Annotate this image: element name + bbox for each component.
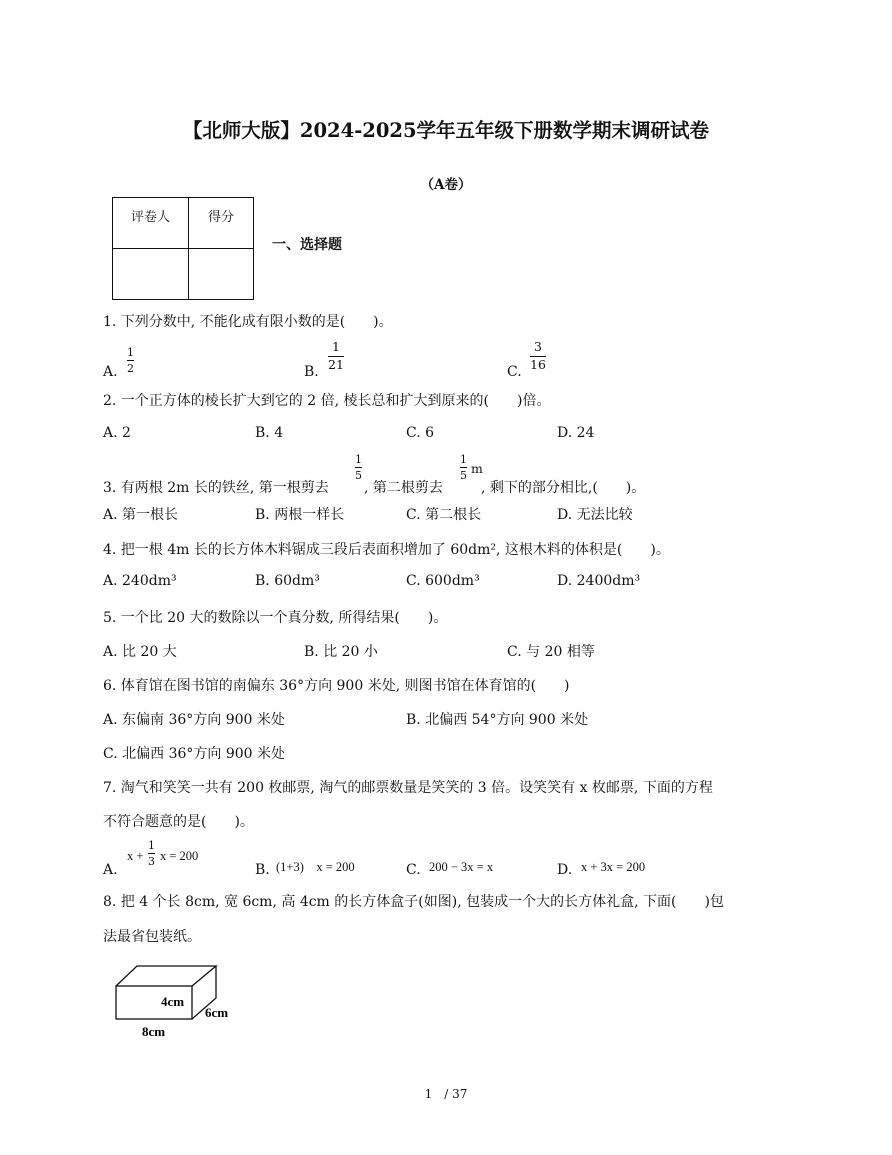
q2-option-d: D. 24 [557,425,595,441]
page-number: 1 / 37 [424,1087,468,1101]
q6-option-a: A. 东偏南 36°方向 900 米处 [103,712,285,728]
question-8-stem-line2: 法最省包装纸。 [103,929,201,945]
score-table-grader-cell[interactable] [113,249,189,300]
score-table [112,197,254,300]
question-3-stem-part1: 3. 有两根 2m 长的铁丝, 第一根剪去 [103,480,329,496]
q7-option-c-formula: 200 − 3x = x [429,860,494,874]
q7-option-d-letter: D. [557,862,573,878]
q5-option-b: B. 比 20 小 [304,644,378,660]
q1-option-a-letter: A. [103,364,118,380]
q4-option-c: C. 600dm³ [406,573,480,589]
q1-option-b-numerator: 1 [331,339,340,354]
q7-option-b-formula: (1+3) x = 200 [276,860,355,874]
q1-option-b-letter: B. [304,364,319,380]
q1-option-c-denominator: 16 [530,356,546,372]
q3-fraction-1 [355,454,362,481]
q1-option-b-denominator: 21 [328,356,344,372]
q3-fraction-1-numerator: 1 [355,453,362,466]
q3-fraction-2 [460,454,467,481]
q3-option-b: B. 两根一样长 [255,507,345,523]
question-8-stem-line1: 8. 把 4 个长 8cm, 宽 6cm, 高 4cm 的长方体盒子(如图), 包装成一个大的长方体礼盒, 下面( )包 [103,894,724,910]
q1-option-b-fraction [328,341,344,371]
q2-option-b: B. 4 [255,425,284,441]
q7-option-c-letter: C. [406,862,421,878]
question-1-stem: 1. 下列分数中, 不能化成有限小数的是( )。 [103,314,393,330]
question-4-stem: 4. 把一根 4m 长的长方体木料锯成三段后表面积增加了 60dm², 这根木料的体积是( )。 [103,542,670,558]
q1-option-c-numerator: 3 [533,339,542,354]
page-subtitle: （A卷） [420,177,472,193]
box-height-label: 4cm [161,994,185,1009]
q1-option-c-fraction [530,341,546,371]
question-2-stem: 2. 一个正方体的棱长扩大到它的 2 倍, 棱长总和扩大到原来的( )倍。 [103,393,551,409]
q3-option-d: D. 无法比较 [557,507,633,523]
q3-fraction-1-denominator: 5 [355,469,362,482]
q6-option-b: B. 北偏西 54°方向 900 米处 [406,712,589,728]
q2-option-a: A. 2 [103,425,131,441]
q1-option-a-denominator: 2 [127,362,134,375]
q7-option-a-letter: A. [103,862,118,878]
q5-option-a: A. 比 20 大 [103,644,177,660]
q3-option-c: C. 第二根长 [406,507,482,523]
question-7-stem-line1: 7. 淘气和笑笑一共有 200 枚邮票, 淘气的邮票数量是笑笑的 3 倍。设笑笑有 x 枚邮票, 下面的方程 [103,780,713,796]
box-figure [110,958,270,1048]
q7-option-b-letter: B. [255,862,270,878]
q7-option-a-post: x = 200 [160,849,199,863]
q7-option-a-numerator: 1 [148,839,155,852]
q4-option-a: A. 240dm³ [103,573,177,589]
question-3-stem-part2: , 第二根剪去 [364,480,443,496]
box-width-label: 6cm [205,1005,229,1020]
score-table-grader-header: 评卷人 [113,198,189,249]
section-heading: 一、选择题 [272,237,342,253]
question-5-stem: 5. 一个比 20 大的数除以一个真分数, 所得结果( )。 [103,610,448,626]
q1-option-a-numerator: 1 [127,346,134,359]
q4-option-d: D. 2400dm³ [557,573,641,589]
question-7-stem-line2: 不符合题意的是( )。 [103,814,254,830]
q4-option-b: B. 60dm³ [255,573,320,589]
box-length-label: 8cm [142,1024,166,1039]
q7-option-a-fraction [148,840,155,867]
q7-option-a-denominator: 3 [148,855,155,868]
q7-option-a-pre: x + [127,849,144,863]
q1-option-a-fraction [127,347,134,374]
q6-option-c: C. 北偏西 36°方向 900 米处 [103,746,285,762]
q3-fraction-2-numerator: 1 [460,453,467,466]
question-6-stem: 6. 体育馆在图书馆的南偏东 36°方向 900 米处, 则图书馆在体育馆的( ) [103,678,570,694]
question-3-stem-part3: , 剩下的部分相比,( )。 [481,480,646,496]
q5-option-c: C. 与 20 相等 [507,644,595,660]
box-top-face [116,966,216,986]
q7-option-d-formula: x + 3x = 200 [581,860,646,874]
q3-option-a: A. 第一根长 [103,507,179,523]
q3-fraction-2-unit: m [471,461,483,476]
score-table-score-cell[interactable] [189,249,254,300]
score-table-score-header: 得分 [189,198,254,249]
q2-option-c: C. 6 [406,425,435,441]
page-title: 【北师大版】2024-2025学年五年级下册数学期末调研试卷 [182,119,710,142]
q1-option-c-letter: C. [507,364,522,380]
q3-fraction-2-denominator: 5 [460,469,467,482]
